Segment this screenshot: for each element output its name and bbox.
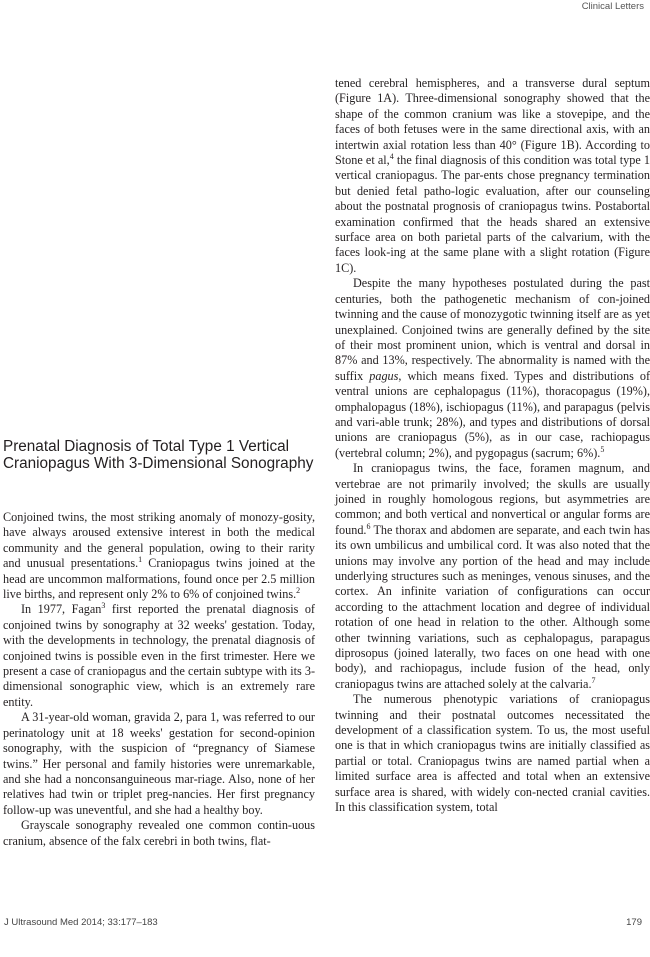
reference-marker: 5 — [600, 444, 605, 454]
reference-marker: 6 — [366, 521, 371, 531]
right-column — [335, 76, 650, 816]
paragraph — [335, 461, 650, 692]
text-run: Craniopagus twins joined at the head are uncommon malformations, found once per 2.5 million live births, and represent only 2% to 6% of conjoined twins. — [3, 556, 315, 602]
text-run: In craniopagus twins, the face, foramen magnum, and vertebrae are not primarily involved; the skulls are usually joined in roughly homologous regions, but asymmetries are common; and both vertical and nonvertical or angular forms are found. — [335, 461, 650, 537]
page-number: 179 — [626, 917, 642, 928]
reference-marker: 3 — [101, 601, 106, 611]
left-column — [3, 510, 315, 849]
paragraph: The numerous phenotypic variations of craniopagus twinning and their postnatal outcomes necessitated the development of a classification system. To us, the most useful one is that in which craniopagus twins are initially classified as partial or total. Craniopagus twins are named partial when a limited surface area is affected and total when an extensive surface area is shared, with widely con-nected cranial cavities. In this classification system, total — [335, 692, 650, 815]
reference-marker: 4 — [389, 151, 394, 161]
reference-marker: 2 — [296, 585, 301, 595]
text-run: tened cerebral hemispheres, and a transverse dural septum (Figure 1A). Three-dimensional sonography showed that the shape of the common cranium was like a stovepipe, and the faces of both fetuses were in the same directional axis, with an intertwin axial rotation less than 40° (Figure 1B). According to Stone et al, — [335, 76, 650, 168]
article-title: Prenatal Diagnosis of Total Type 1 Vertical Craniopagus With 3-Dimensional Sonography — [3, 438, 314, 472]
paragraph — [3, 602, 315, 710]
paragraph — [3, 510, 315, 602]
paragraph — [335, 76, 650, 276]
journal-citation: J Ultrasound Med 2014; 33:177–183 — [4, 917, 158, 928]
reference-marker: 1 — [138, 555, 143, 565]
text-run: The thorax and abdomen are separate, and each twin has its own umbilicus and umbilical cord. It was also noted that the unions may involve any portion of the head and may include underlying structures such as meninges, venous sinuses, and the cortex. An infinite variation of configurations can occur according to the attachment location and degree of individual rotation of one head in relation to the other. Although some other twinning variations, such as cephalopagus, parapagus diprosopus (joined laterally, two faces on one head with one body), and rachiopagus, include fusion of the head, only craniopagus twins are attached solely at the calvaria. — [335, 522, 650, 691]
text-run: , which means fixed. Types and distributions of ventral unions are cephalopagus (11%), thoracopagus (19%), omphalopagus (18%), ischiopagus (11%), and parapagus (pelvis and vari-able trunk; 28%), and types and distributions of dorsal unions are craniopagus (5%), as in our case, rachiopagus (vertebral column; 2%), and pygopagus (sacrum; 6%). — [335, 368, 650, 460]
text-run: In 1977, Fagan — [21, 602, 102, 617]
paragraph — [335, 276, 650, 461]
paragraph: Grayscale sonography revealed one common contin-uous cranium, absence of the falx cerebri in both twins, flat- — [3, 818, 315, 848]
running-header: Clinical Letters — [581, 1, 644, 12]
text-run: Despite the many hypotheses postulated during the past centuries, both the pathogenetic mechanism of con-joined twinning and the cause of monozygotic twinning itself are as yet unexplained. Conjoined twins are generally defined by the site of their most prominent union, which is ventral and dorsal in 87% and 13%, respectively. The abnormality is named with the suffix — [335, 276, 650, 383]
reference-marker: 7 — [591, 675, 596, 685]
text-run: the final diagnosis of this condition was total type 1 vertical craniopagus. The par-ents chose pregnancy termination but denied fetal patho-logic evaluation, after our counseling about the postnatal prognosis of craniopagus twins. Postabortal examination confirmed that the heads shared an extensive surface area on both parietal parts of the calvarium, with the faces look-ing at the same plane with a slight rotation (Figure 1C). — [335, 153, 650, 275]
text-run: first reported the prenatal diagnosis of conjoined twins by sonography at 32 weeks' gestation. Today, with the developments in technology, the prenatal diagnosis of conjoined twins is possible even in the first trimester. Here we present a case of craniopagus and the certain subtype with its 3-dimensional sonographic view, which is an extremely rare entity. — [3, 602, 315, 709]
text-run: Conjoined twins, the most striking anomaly of monozy-gosity, have always aroused extensive interest in both the medical community and the general population, owing to their rarity and unusual presentations. — [3, 510, 315, 571]
paragraph: A 31-year-old woman, gravida 2, para 1, was referred to our perinatology unit at 18 weeks' gestation for second-opinion sonography, with the suspicion of “pregnancy of Siamese twins.” Her personal and family histories were unremarkable, and she had a nonconsanguineous mar-riage. Also, none of her relatives had twin or triplet preg-nancies. Her first pregnancy follow-up was uneventful, and she had a healthy boy. — [3, 710, 315, 817]
italic-term: pagus — [369, 368, 399, 383]
